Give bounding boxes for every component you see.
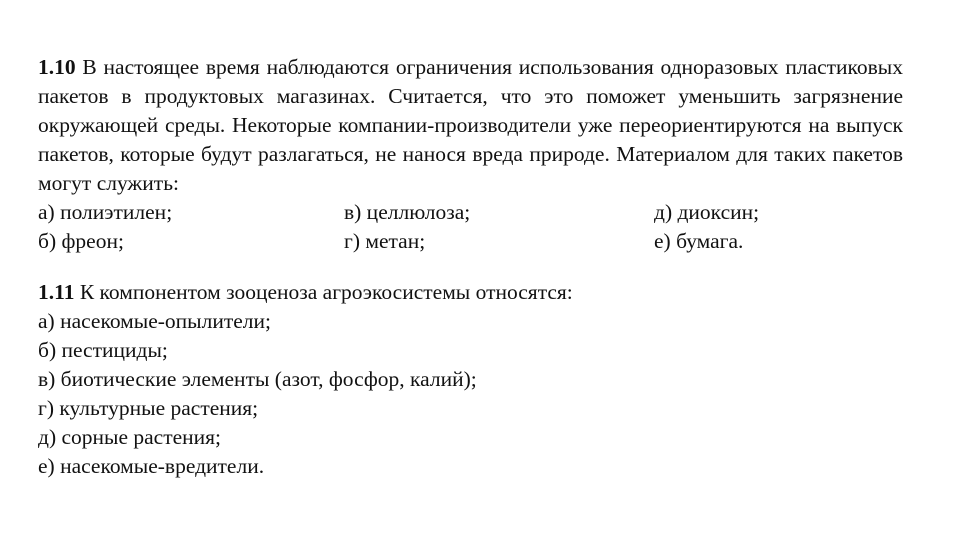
question-1-10-text: В настоящее время наблюдаются ограничения использования одноразовых пластиковых пакетов в продуктовых магазинах. Считается, что это поможет уменьшить загрязнение окружающей среды. Некоторые компании-производители уже переориентируются на выпуск пакетов, которые будут разлагаться, не нанося вреда природе. Материалом для таких пакетов могут служить:	[38, 55, 904, 195]
question-1-11-stem	[38, 278, 903, 307]
option-e: е) насекомые-вредители.	[38, 454, 265, 478]
question-1-10	[38, 53, 903, 256]
option-d: д) сорные растения;	[38, 425, 222, 449]
option-a: а) полиэтилен;	[38, 200, 173, 224]
option-b: б) пестициды;	[38, 338, 168, 362]
option-v: в) биотические элементы (азот, фосфор, калий);	[38, 367, 477, 391]
option-d: д) диоксин;	[654, 200, 760, 224]
question-1-11-options	[38, 307, 903, 481]
question-1-10-options	[38, 198, 903, 256]
option-g: г) метан;	[344, 229, 426, 253]
option-e: е) бумага.	[654, 229, 744, 253]
question-1-11-text: К компонентом зооценоза агроэкосистемы относятся:	[79, 280, 573, 304]
option-v: в) целлюлоза;	[344, 200, 471, 224]
question-1-11	[38, 278, 903, 481]
option-a: а) насекомые-опылители;	[38, 309, 272, 333]
question-1-10-number: 1.10	[38, 55, 76, 79]
question-1-11-number: 1.11	[38, 280, 75, 304]
question-1-10-stem	[38, 53, 903, 198]
option-b: б) фреон;	[38, 229, 124, 253]
option-g: г) культурные растения;	[38, 396, 259, 420]
